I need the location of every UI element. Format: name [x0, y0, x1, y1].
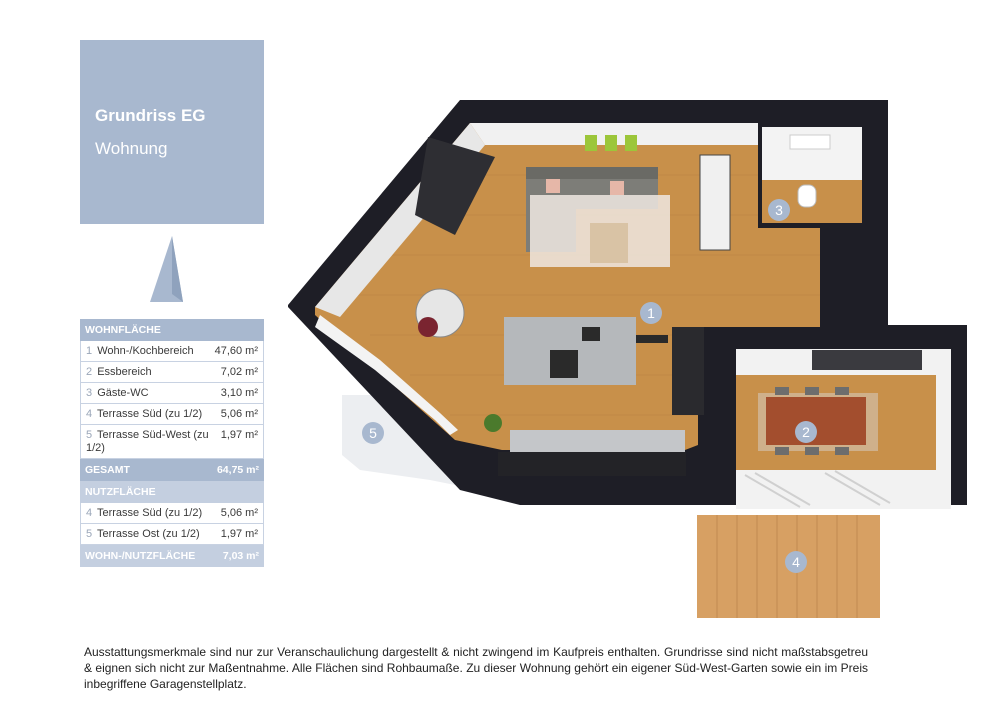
toilet-icon	[798, 185, 816, 207]
disclaimer-text: Ausstattungsmerkmale sind nur zur Veranschaulichung dargestellt & nicht zwingend im Kaufpreis enthalten. Grundrisse sind nicht maßstabsgetreu & eignen sich nicht zur Maßentnahme. Alle Flächen sind Rohbaumaße. Zu dieser Wohnung gehört ein eigener Süd-West-Garten sowie ein im Preis inbegriffene Garagenstellplatz.	[84, 645, 868, 691]
dining-table	[766, 397, 866, 445]
wohnflaeche-header: WOHNFLÄCHE	[80, 319, 264, 341]
north-arrow-icon	[147, 234, 187, 304]
page-subtitle: Wohnung	[95, 139, 168, 158]
kitchen-counter	[498, 452, 686, 476]
page-title: Grundriss EG	[95, 106, 206, 125]
marker-3: 3	[775, 202, 783, 218]
plant-icon	[484, 414, 502, 432]
table-row: 2 Essbereich 7,02 m²	[80, 362, 264, 383]
table-row: 1 Wohn-/Kochbereich 47,60 m²	[80, 341, 264, 362]
table-row: 5 Terrasse Süd-West (zu 1/2) 1,97 m²	[80, 425, 264, 459]
title-panel	[80, 40, 264, 224]
gesamt-row: GESAMT 64,75 m²	[80, 459, 264, 481]
nutzflaeche-header: NUTZFLÄCHE	[80, 481, 264, 503]
coffee-table	[590, 223, 628, 263]
fridge	[672, 327, 704, 415]
shelf	[700, 155, 730, 250]
area-table	[80, 319, 264, 567]
marker-4: 4	[792, 554, 800, 570]
table-row: 5 Terrasse Ost (zu 1/2) 1,97 m²	[80, 524, 264, 545]
table-row: 4 Terrasse Süd (zu 1/2) 5,06 m²	[80, 404, 264, 425]
marker-1: 1	[647, 305, 655, 321]
table-row: 3 Gäste-WC 3,10 m²	[80, 383, 264, 404]
floor-plan	[280, 95, 980, 625]
marker-2: 2	[802, 424, 810, 440]
marker-5: 5	[369, 425, 377, 441]
table-row: 4 Terrasse Süd (zu 1/2) 5,06 m²	[80, 503, 264, 524]
wohn-nutz-row: WOHN-/NUTZFLÄCHE 7,03 m²	[80, 545, 264, 567]
